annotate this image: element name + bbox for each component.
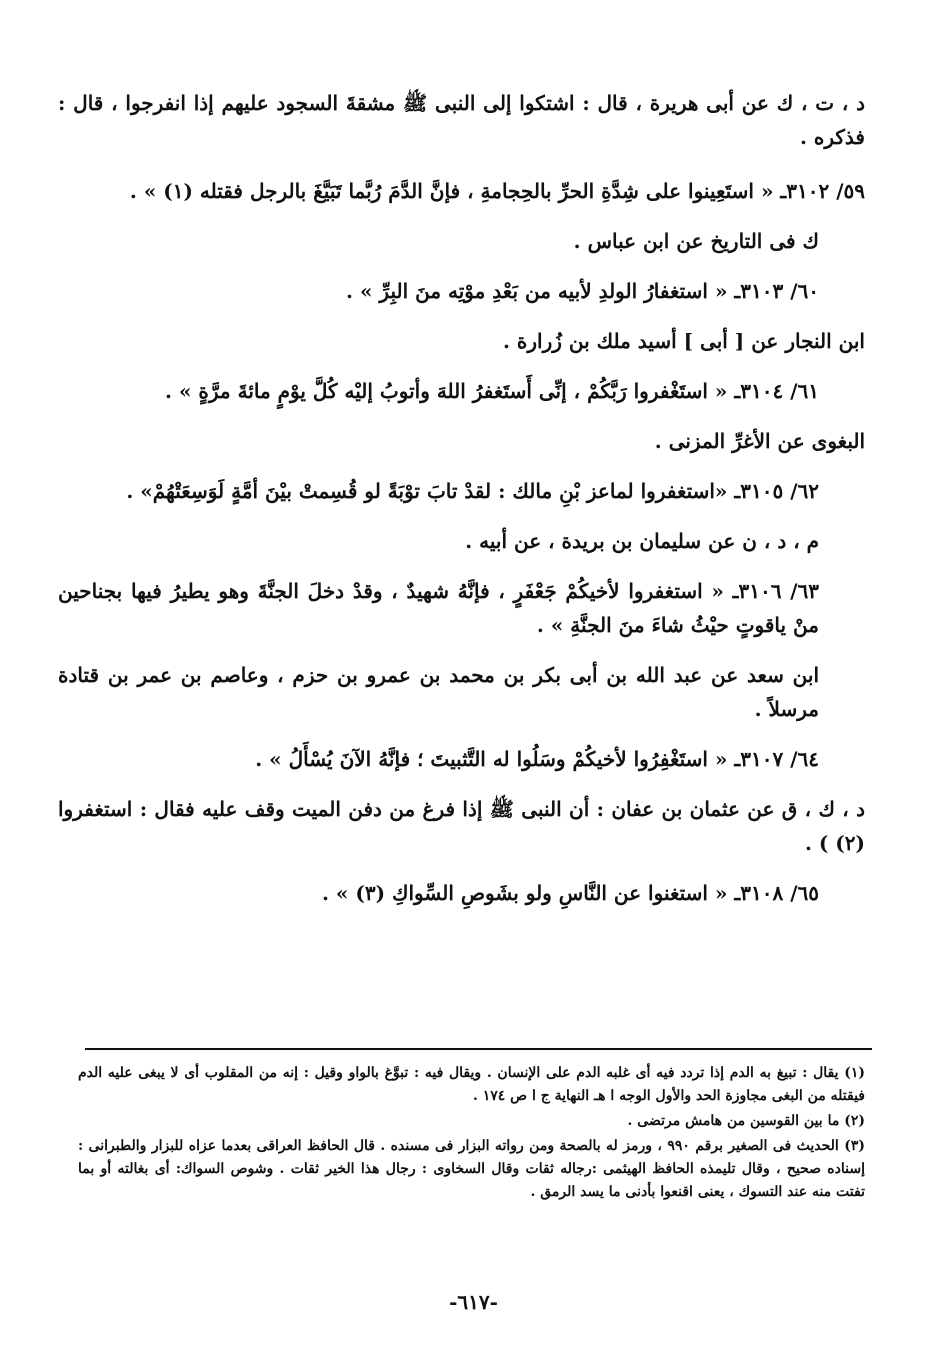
footnote-3: (٣) الحديث فى الصغير برقم ٩٩٠ ، ورمز له بالصحة ومن رواته البزار فى مسنده . قال الحافظ العراقى بعدما عزاه للبزار والطبرانى : إسناده صحيح ، وقال تليمذه الحافظ الهيثمى :رجاله ثقات وقال السخاوى : رجال هذا الخير ثقات . وشوص السواك: أى بغالته أو بما تفتت منه عند التسوك ، يعنى اقنعوا بأدنى ما يسد الرمق . bbox=[78, 1138, 865, 1200]
hadith-3105: ٦٢/ ٣١٠٥ـ «استغفروا لماعز بْنِ مالك : لقدْ تابَ توْبَةً لو قُسِمتْ بيْنَ أمَّةٍ لَوَسِعَتْهُمْ» . bbox=[126, 479, 819, 503]
reference-paragraph: م ، د ، ن عن سليمان بن بريدة ، عن أبيه . bbox=[465, 529, 819, 553]
hadith-3103: ٦٠/ ٣١٠٣ـ « استغفارُ الولدِ لأبيه من بَعْدِ موْتِه منَ البِرِّ » . bbox=[346, 279, 819, 303]
page-body bbox=[58, 86, 865, 910]
reference-paragraph: البغوى عن الأغرِّ المزنى . bbox=[654, 429, 865, 453]
page-number: -٦١٧- bbox=[449, 1290, 498, 1314]
hadith-3104: ٦١/ ٣١٠٤ـ « استَغْفروا رَبَّكُمْ ، إنِّى أَستَغفرُ اللهَ وأتوبُ إليْه كُلَّ يوْمٍ مائةَ مرَّةٍ » . bbox=[165, 379, 819, 403]
footnote-separator bbox=[85, 1048, 872, 1050]
reference-paragraph: ابن سعد عن عبد الله بن أبى بكر بن محمد بن عمرو بن حزم ، وعاصم بن عمر بن قتادة مرسلاً . bbox=[58, 663, 819, 721]
footnote-1: (١) يقال : تبيغ به الدم إذا تردد فيه أى غلبه الدم على الإنسان . ويقال فيه : تبوَّغ بالواو وقيل : إنه من المقلوب أى لا يبغى عليه الدم فيقتله من البغى مجاوزة الحد والأول الوجه ا هـ النهاية ج ا ص ١٧٤ . bbox=[78, 1065, 865, 1104]
footnotes bbox=[78, 1062, 865, 1206]
hadith-3107: ٦٤/ ٣١٠٧ـ « استَغْفِرُوا لأخيكُمْ وسَلُوا له التَّثبيتَ ؛ فإنَّهُ الآنَ يُسْأَلُ » . bbox=[255, 747, 819, 771]
reference-paragraph: ابن النجار عن [ أبى ] أسيد ملك بن زُرارة . bbox=[502, 329, 865, 353]
reference-paragraph: ك فى التاريخ عن ابن عباس . bbox=[573, 229, 819, 253]
reference-paragraph: د ، ت ، ك عن أبى هريرة ، قال : اشتكوا إلى النبى ﷺ مشقةَ السجود عليهم إذا انفرجوا ، قال : فذكره . bbox=[58, 91, 865, 149]
footnote-2: (٢) ما بين القوسين من هامش مرتضى . bbox=[627, 1113, 865, 1129]
hadith-3102: ٥٩/ ٣١٠٢ـ « استَعِينوا على شِدَّةِ الحرِّ بالحِجامةِ ، فإنَّ الدَّمَ رُبَّما تَبَيَّغَ بالرجل فقتله (١) » . bbox=[129, 179, 865, 203]
hadith-3106: ٦٣/ ٣١٠٦ـ « استغفروا لأخيكُمْ جَعْفَرٍ ، فإنَّهُ شهيدٌ ، وقدْ دخلَ الجنَّةَ وهو يطيرُ فيها بجناحين منْ ياقوتٍ حيْثُ شاءَ منَ الجنَّةِ » . bbox=[58, 579, 819, 637]
reference-paragraph: د ، ك ، ق عن عثمان بن عفان : أن النبى ﷺ إذا فرغ من دفن الميت وقف عليه فقال : استغفروا (٢) ) . bbox=[58, 797, 865, 855]
main-text bbox=[58, 86, 865, 910]
hadith-3108: ٦٥/ ٣١٠٨ـ « استغنوا عن النَّاسِ ولو بشَوصِ السِّواكِ (٣) » . bbox=[321, 881, 819, 905]
